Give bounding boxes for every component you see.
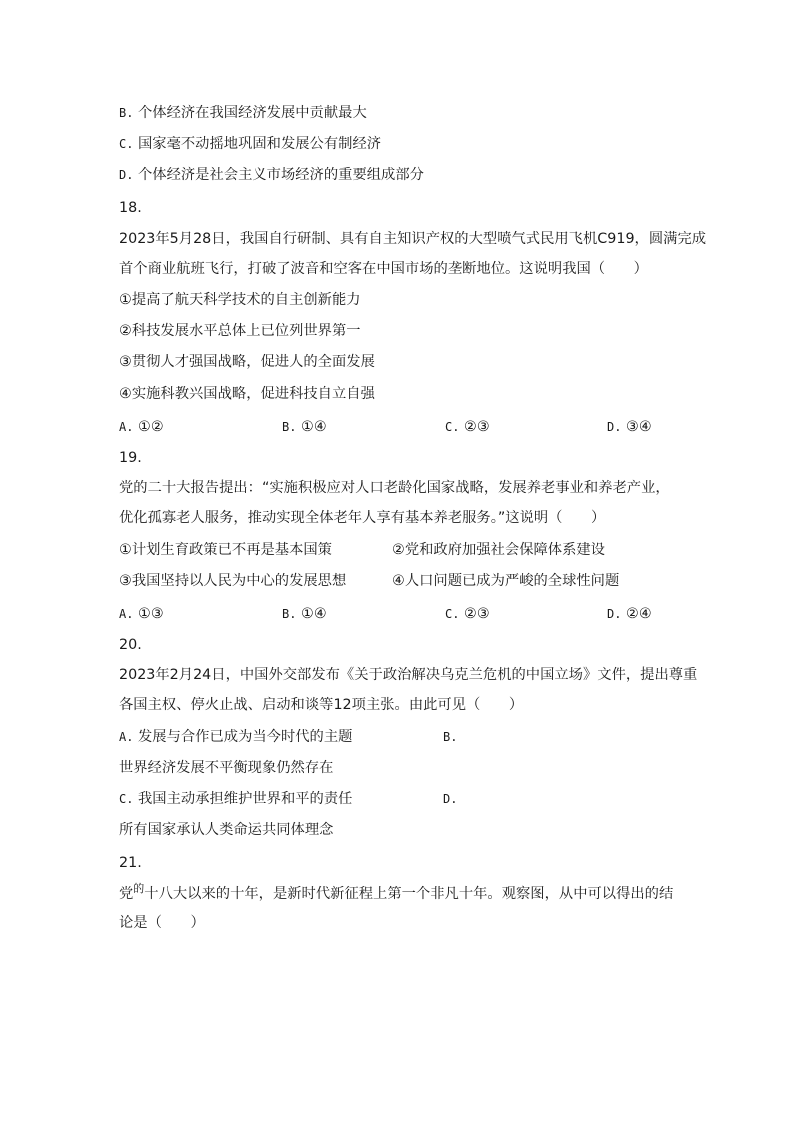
q19-option-d: D. ②④: [607, 606, 652, 622]
q19-number: 19.: [119, 450, 142, 466]
q20-option-c: C. 我国主动承担维护世界和平的责任: [119, 791, 353, 807]
q17-option-c-text: 国家毫不动摇地巩固和发展公有制经济: [138, 136, 382, 152]
q18-option-d: D. ③④: [607, 419, 652, 435]
q21-stem-line1: 党$^的$十八大以来的十年，是新时代新征程上第一个非凡十年。观察图，从中可以得出的结: [119, 882, 674, 902]
q18-statement-2: ②科技发展水平总体上已位列世界第一: [119, 323, 361, 339]
q20-option-b-label: B.: [443, 730, 458, 744]
q20-option-d-label: D.: [443, 792, 458, 806]
q20-option-b-text: 世界经济发展不平衡现象仍然存在: [119, 760, 334, 776]
q17-option-d: D. 个体经济是社会主义市场经济的重要组成部分: [119, 167, 424, 183]
q18-stem-line1: 2023年5月28日，我国自行研制、具有自主知识产权的大型喷气式民用飞机C919，圆满完成: [119, 231, 707, 247]
q18-option-a: A. ①②: [119, 419, 164, 435]
q18-stem-line2: 首个商业航班飞行，打破了波音和空客在中国市场的垄断地位。这说明我国（ ）: [119, 261, 648, 277]
q18-statement-1: ①提高了航天科学技术的自主创新能力: [119, 292, 361, 308]
q20-stem-line1: 2023年2月24日，中国外交部发布《关于政治解决乌克兰危机的中国立场》文件，提出尊重: [119, 667, 698, 683]
q17-option-b-text: 个体经济在我国经济发展中贡献最大: [138, 105, 367, 121]
q19-statement-4: ④人口问题已成为严峻的全球性问题: [392, 573, 620, 589]
q17-option-b: B. 个体经济在我国经济发展中贡献最大: [119, 105, 367, 121]
q19-option-c: C. ②③: [445, 606, 490, 622]
q19-stem-line1: 党的二十大报告提出：“实施积极应对人口老龄化国家战略，发展养老事业和养老产业，: [119, 480, 670, 496]
q21-number: 21.: [119, 855, 142, 871]
q18-statement-3: ③贯彻人才强国战略，促进人的全面发展: [119, 354, 375, 370]
q19-option-b: B. ①④: [282, 606, 327, 622]
q19-statement-2: ②党和政府加强社会保障体系建设: [392, 542, 605, 558]
q19-statement-3: ③我国坚持以人民为中心的发展思想: [119, 573, 347, 589]
q20-stem-line2: 各国主权、停火止战、启动和谈等12项主张。由此可见（ ）: [119, 697, 524, 713]
q18-option-b: B. ①④: [282, 419, 327, 435]
q18-number: 18.: [119, 200, 142, 216]
q21-stem-line2: 论是（ ）: [119, 915, 205, 931]
q19-stem-line2: 优化孤寡老人服务，推动实现全体老年人享有基本养老服务。”这说明（ ）: [119, 510, 606, 526]
q20-option-a: A. 发展与合作已成为当今时代的主题: [119, 729, 353, 745]
q19-option-a: A. ①③: [119, 606, 164, 622]
q20-option-d-text: 所有国家承认人类命运共同体理念: [119, 822, 334, 838]
q18-statement-4: ④实施科教兴国战略，促进科技自立自强: [119, 386, 375, 402]
q19-statement-1: ①计划生育政策已不再是基本国策: [119, 542, 332, 558]
q18-option-c: C. ②③: [445, 419, 490, 435]
q20-number: 20.: [119, 637, 142, 653]
q17-option-d-text: 个体经济是社会主义市场经济的重要组成部分: [138, 167, 424, 183]
q17-option-c: C. 国家毫不动摇地巩固和发展公有制经济: [119, 136, 382, 152]
